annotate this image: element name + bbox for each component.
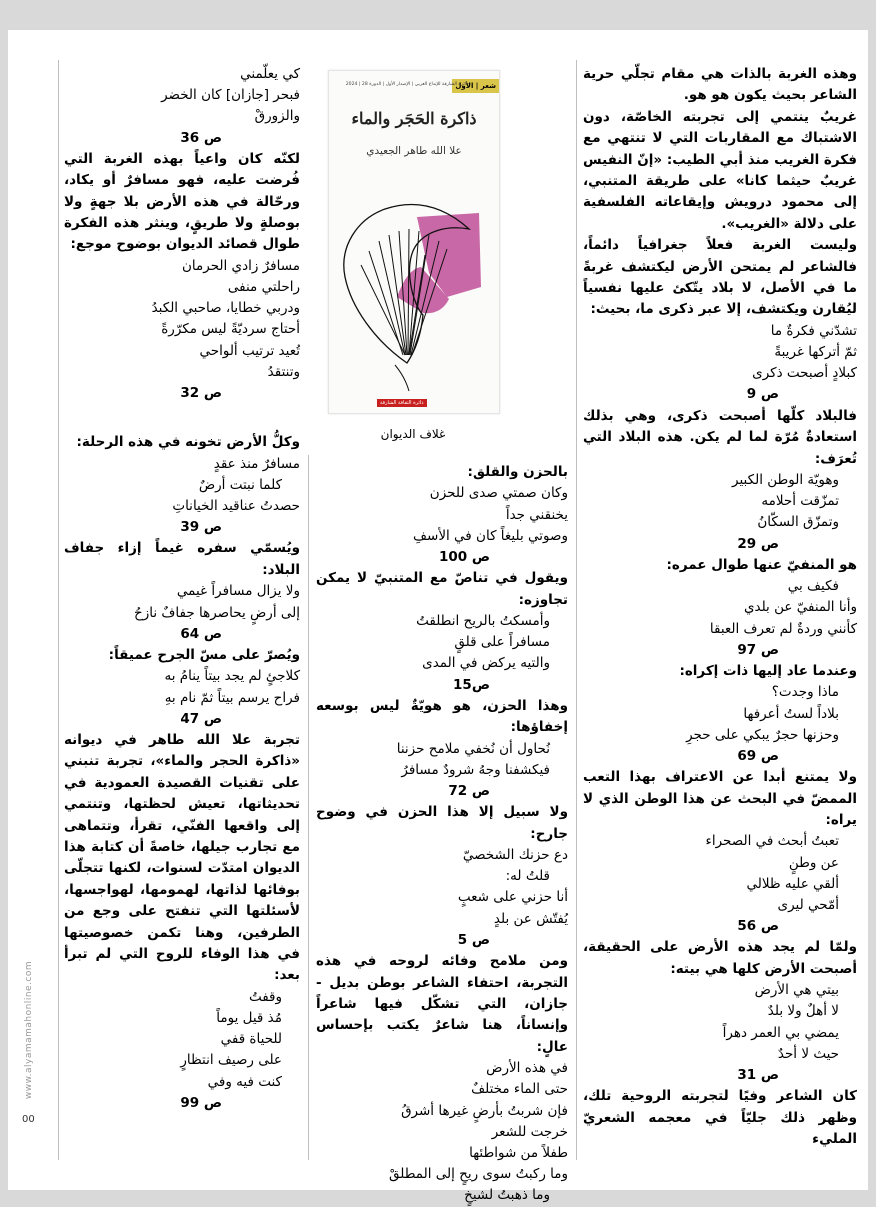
verse-line: قلتُ له: xyxy=(505,868,550,885)
verse-line: كي يعلّمني xyxy=(240,66,300,82)
verse-line: مُذ قيل يوماً xyxy=(216,1010,282,1026)
poem-excerpt xyxy=(316,845,568,951)
verse-line: ألقي عليه ظلالي xyxy=(746,875,839,892)
poem-excerpt xyxy=(316,483,568,568)
verse-line: تعبتُ أبحث في الصحراء xyxy=(705,833,839,850)
page-reference: ص 72 xyxy=(448,783,490,800)
publisher-logo: دائرة الثقافة الشارقة xyxy=(377,399,427,407)
article-column-left xyxy=(64,64,300,1114)
paragraph: ويُصرّ على مسّ الجرح عميقاً: xyxy=(108,646,300,663)
verse-line: تمزّقت أحلامه xyxy=(761,493,839,510)
verse-line: مسافراً على قلقٍ xyxy=(454,634,550,651)
website-url[interactable]: www.alyamamahonline.com xyxy=(24,960,34,1100)
verse-line: راحلتي منفى xyxy=(227,279,300,296)
paragraph: لكنّه كان واعياً بهذه الغربة التي فُرضت عليه، فهو مسافرٌ أو يكاد، ورحّالة في هذه الأرض بلا جهةٍ ولا بوصلةٍ ولا طريقٍ، وينثر هذه الفكرة طوال قصائد الديوان بوضوح موجع: xyxy=(64,150,300,253)
verse-line: فكيف بي xyxy=(787,578,839,595)
verse-line: للحياة قفي xyxy=(220,1031,282,1048)
poem-excerpt xyxy=(64,581,300,645)
cover-caption: غلاف الديوان xyxy=(380,427,446,441)
paragraph: ولا يمتنع أبدا عن الاعتراف بهذا التعب الممضّ في البحث عن هذا الوطن الذي لا يراه: xyxy=(583,769,857,828)
paragraph: وعندما عاد إليها ذات إكراه: xyxy=(679,662,857,679)
verse-line: إلى أرضٍ يحاصرها جفافٌ نازحُ xyxy=(134,604,300,621)
page-reference: ص 69 xyxy=(737,747,779,764)
poem-excerpt xyxy=(64,666,300,730)
poem-excerpt xyxy=(64,64,300,149)
verse-line: حتى الماء مختلفٌ xyxy=(471,1081,568,1098)
verse-line: تشدّني فكرةٌ ما xyxy=(770,322,857,339)
verse-line: فيكشفنا وجهُ شرودٌ مسافرُ xyxy=(401,761,550,778)
verse-line: وما ركبتُ سوى ريحٍ إلى المطلقْ xyxy=(388,1166,568,1183)
page-reference: ص 56 xyxy=(737,918,779,935)
verse-line: ودربي خطايا، صاحبي الكبدُ xyxy=(151,300,300,317)
page-reference: ص 9 xyxy=(746,386,779,403)
verse-line: حصدتُ عناقيد الخياناتِ xyxy=(172,498,300,515)
verse-line: والزورقْ xyxy=(254,108,300,125)
verse-line: بلاداً لستُ أعرفها xyxy=(743,705,839,722)
column-divider xyxy=(308,455,309,1160)
verse-line: على رصيف انتظارٍ xyxy=(180,1052,282,1069)
verse-line: كنت فيه وفي xyxy=(207,1073,282,1090)
verse-line: مسافرٌ منذ عقدٍ xyxy=(213,455,300,472)
page-reference: ص 64 xyxy=(180,625,222,642)
verse-line: كلاجئٍ لم يجد بيتاً ينامُ به xyxy=(164,668,300,685)
cover-author: علا الله طاهر الجعيدي xyxy=(366,145,462,157)
paragraph: كان الشاعر وفيًا لتجربته الروحية تلك، وظهر ذلك جليّاً في معجمه الشعريّ المليء xyxy=(583,1088,857,1148)
page-reference: ص 97 xyxy=(737,641,779,658)
poem-excerpt xyxy=(64,987,300,1114)
poem-excerpt xyxy=(316,739,568,803)
article-column-right xyxy=(583,64,857,1150)
verse-line: يمضي بي العمر دهراً xyxy=(722,1024,839,1041)
verse-line: والتيه يركض في المدى xyxy=(422,655,550,672)
page-reference: ص 29 xyxy=(737,535,779,552)
verse-line: يُفتّش عن بلدٍ xyxy=(493,910,568,927)
verse-line: طفلاً من شواطئها xyxy=(469,1144,568,1161)
page-number: 00 xyxy=(22,1114,35,1125)
verse-line: تُعيد ترتيب ألواحي xyxy=(199,342,300,359)
verse-line: وقفتُ xyxy=(248,988,282,1005)
paragraph: وهذه الغربة بالذات هي مقام تجلّي حرية الشاعر بحيث يكون هو هو. غريبٌ ينتمي إلى تجربته الخاصّة، دون الاشتباك مع المقاربات التي لا تنتهي مع فكرة الغريب منذ أبي الطيب: «إنّ النفيس غريبٌ حيثما كانا» على طريقة المتنبي، إلى محمود درويش وإيقاعاته الفلسفية على دلالة «الغريب». وليست الغربة فعلاً جغرافياً دائماً، فالشاعر لم يمتحن الأرض ليكتشف غربةً ما في الأصل، لا بلاد يتّكئ عليها نفسياً ليُقارن ويكتشف، إلا عبر ذكرى ما، بحيث: xyxy=(583,66,857,318)
poem-excerpt xyxy=(316,611,568,696)
verse-line: خرجت للشعر xyxy=(491,1123,568,1140)
paragraph: ويقول في تناصّ مع المتنبيّ لا يمكن تجاوزه: xyxy=(316,570,568,608)
cover-artwork xyxy=(329,165,499,395)
poem-excerpt xyxy=(583,576,857,661)
poem-excerpt xyxy=(64,454,300,539)
paragraph: ومن ملامح وفائه لروحه في هذه التجربة، احتفاء الشاعر بوطن بديل - جازان، التي تشكّل فيها شاعراً وإنساناً، هنا شاعرٌ يكتب بإحساس عالٍ: xyxy=(316,953,568,1055)
article-column-middle xyxy=(316,462,568,1207)
poem-excerpt xyxy=(583,980,857,1086)
paragraph: ولا سبيل إلا هذا الحزن في وضوح جارح: xyxy=(316,804,568,842)
verse-line: كلما نبتت أرضٌ xyxy=(198,476,282,493)
verse-line: وأمسكتُ بالريح انطلقتُ xyxy=(416,613,550,630)
page-reference: ص15 xyxy=(453,676,490,693)
verse-line: ولا يزال مسافراً غيمي xyxy=(176,583,300,600)
verse-line: وهويّة الوطن الكبير xyxy=(732,471,839,488)
verse-line: وأنا المنفيّ عن بلدي xyxy=(743,599,857,616)
cover-header xyxy=(329,79,499,95)
spacer xyxy=(64,404,300,432)
verse-line: وحزنها حجرٌ يبكي على حجرِ xyxy=(686,726,839,743)
poem-excerpt xyxy=(316,1058,568,1206)
paragraph: وكلُّ الأرض تخونه في هذه الرحلة: xyxy=(76,434,300,451)
cover-title: ذاكرة الحَجَر والماء xyxy=(351,109,477,128)
column-divider xyxy=(576,60,577,1160)
book-cover xyxy=(328,70,500,414)
poem-excerpt xyxy=(583,682,857,767)
verse-line: بيتي هي الأرض xyxy=(754,982,839,999)
verse-line: وكان صمتي صدى للحزن xyxy=(429,485,568,502)
poem-excerpt xyxy=(583,831,857,937)
page-reference: ص 47 xyxy=(180,710,222,727)
sidebar-url xyxy=(16,930,36,1140)
poem-excerpt xyxy=(583,470,857,555)
verse-line: لا أهلٌ ولا بلدٌ xyxy=(767,1003,839,1020)
verse-line: وما ذهبتُ لشيخٍ xyxy=(464,1187,550,1204)
page-reference: ص 5 xyxy=(457,931,490,948)
magazine-page xyxy=(8,30,868,1204)
verse-line: حيث لا أحدٌ xyxy=(777,1045,839,1062)
verse-line: وتمزّق السكّانُ xyxy=(757,514,839,531)
page-reference: ص 39 xyxy=(180,519,222,536)
verse-line: أحتاج سرديّةً ليس مكرّرةً xyxy=(161,321,300,338)
cover-header-text: جائزة الشارقة للإبداع العربي | الإصدار الأول | الدورة 28 | 2024 xyxy=(345,82,469,87)
poem-excerpt xyxy=(64,256,300,404)
column-divider xyxy=(58,60,59,1160)
paragraph: تجربة علا الله طاهر في ديوانه «ذاكرة الحجر والماء»، تجربة تنبني على تقنيات القصيدة العمودية في تحديثاتها، تعيش لحظتها، وتنتمي إلى واقعها الفنّي، تقرأ، وتتماهى مع تجارب جيلها، خاصةً أن كتابة هذا الديوان امتدّت لسنوات، لكنها تتجلّى بوفائها لذاتها، لهمومها، لهواجسها، لأسئلتها التي تنفتح على وجع من الطرفين، وهنا تكمن خصوصيتها في هذا الوفاء للروح التي لم تبرأ بعد: xyxy=(64,731,300,984)
page-reference: ص 36 xyxy=(180,129,222,146)
page-reference: ص 100 xyxy=(438,549,490,566)
verse-line: يخنقني جداً xyxy=(505,506,568,523)
verse-line: كأنني وردةٌ لم تعرف العبقا xyxy=(709,620,857,637)
verse-line: فبحر [جازان] كان الخضر xyxy=(161,87,300,104)
paragraph: بالحزن والقلق: xyxy=(467,464,568,480)
verse-line: دع حزنك الشخصيّ xyxy=(462,847,568,864)
verse-line: نُحاول أن نُخفي ملامح حزننا xyxy=(396,740,550,757)
verse-line: مسافرٌ زادي الحرمان xyxy=(181,257,300,274)
verse-line: ماذا وجدت؟ xyxy=(771,684,839,701)
page-reference: ص 99 xyxy=(180,1094,222,1111)
page-reference: ص 32 xyxy=(180,385,222,402)
verse-line: في هذه الأرض xyxy=(486,1060,568,1077)
verse-line: فراح يرسم بيتاً ثمّ نام بهِ xyxy=(164,689,300,706)
verse-line: ثمّ أتركها غريبةً xyxy=(774,344,857,361)
verse-line: عن وطنٍ xyxy=(788,854,839,871)
cover-tag: شعر | الأول xyxy=(452,79,499,93)
paragraph: وهذا الحزن، هو هويّةٌ ليس بوسعه إخفاؤها: xyxy=(316,697,568,736)
verse-line: كبلادٍ أصبحت ذكرى xyxy=(752,365,857,382)
paragraph: هو المنفيّ عنها طوال عمره: xyxy=(666,556,857,573)
paragraph: ويُسمّي سفره غيماً إزاء جفاف البلاد: xyxy=(64,540,300,578)
verse-line: وصوتي بليغاً كان في الأسفِ xyxy=(413,527,568,544)
poem-excerpt xyxy=(583,321,857,406)
verse-line: وتنتقدُ xyxy=(267,363,300,380)
paragraph: فالبلاد كلّها أصبحت ذكرى، وهي بذلك استعادةٌ مُرّة لما لم يكن. هذه البلاد التي تُعرَف: xyxy=(583,407,857,467)
verse-line: فإن شربتُ بأرضٍ غيرها أشرقُ xyxy=(401,1102,568,1119)
paragraph: ولمّا لم يجد هذه الأرض على الحقيقة، أصبحت الأرض كلها هي بيته: xyxy=(583,939,857,977)
verse-line: أنا حزني على شعبٍ xyxy=(457,889,568,906)
page-reference: ص 31 xyxy=(737,1067,779,1084)
verse-line: أمّحي ليرى xyxy=(777,896,839,913)
